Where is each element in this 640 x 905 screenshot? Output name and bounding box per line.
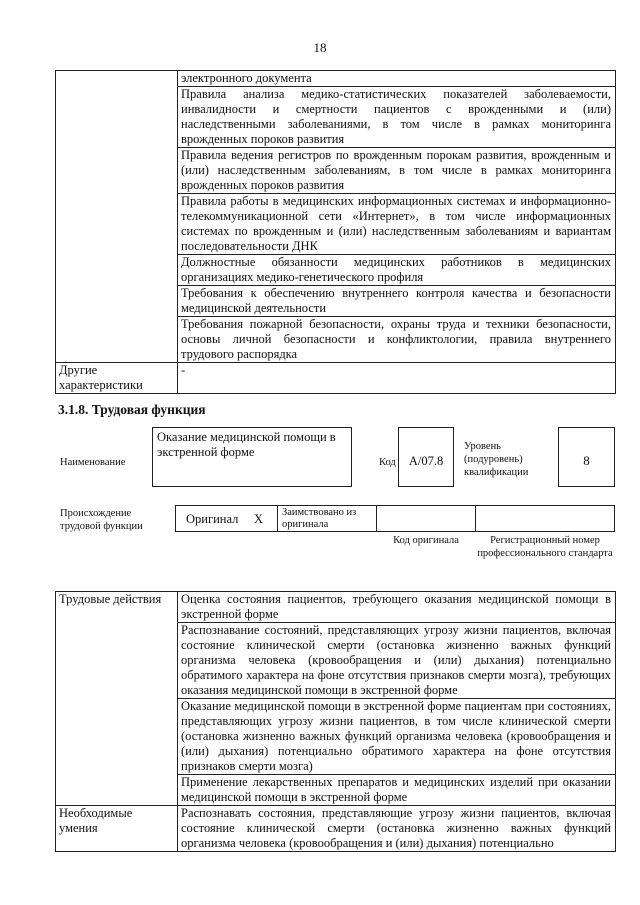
knowledge-table bbox=[55, 70, 616, 394]
table-cell: Распознавать состояния, представляющие угрозу жизни пациентов, включая состояние клинической смерти (остановка жизненно важных функций организма человека (кровообращения и (или) дыхания) потенциально bbox=[178, 806, 616, 852]
table-cell: электронного документа bbox=[178, 71, 616, 87]
table-cell: Распознавание состояний, представляющих угрозу жизни пациентов, включая состояние клинической смерти (остановка жизненно важных функций организма человека (кровообращения и (или) дыхания) потенциально обратимого характера на фоне отсутствия признаков смерти мозга), требующих оказания медицинской помощи в экстренной форме bbox=[178, 623, 616, 699]
row-label: Другие характеристики bbox=[56, 363, 178, 394]
origin-code-caption: Код оригинала bbox=[393, 535, 459, 546]
reg-number-box bbox=[475, 505, 615, 532]
table-cell: Требования пожарной безопасности, охраны труда и техники безопасности, основы личной безопасности и конфликтологии, правила внутреннего трудового распорядка bbox=[178, 317, 616, 363]
reg-number-caption: Регистрационный номер профессионального стандарта bbox=[477, 535, 613, 559]
original-mark: X bbox=[254, 512, 264, 526]
section-heading: 3.1.8. Трудовая функция bbox=[58, 402, 206, 417]
row-label-actions: Трудовые действия bbox=[56, 592, 178, 806]
function-name-box: Оказание медицинской помощи в экстренной форме bbox=[152, 427, 352, 487]
table-row bbox=[56, 592, 616, 623]
table-row bbox=[56, 363, 616, 394]
level-box: 8 bbox=[558, 427, 615, 487]
label-cell-empty bbox=[56, 71, 178, 363]
page-number: 18 bbox=[313, 40, 327, 55]
table-cell: Должностные обязанности медицинских работников в медицинских организациях медико-генетического профиля bbox=[178, 255, 616, 286]
table-cell: Правила ведения регистров по врожденным порокам развития, врожденным и (или) наследственным заболеваниям, в том числе в рамках мониторинга врожденных пороков развития bbox=[178, 148, 616, 194]
table-cell: Оценка состояния пациентов, требующего оказания медицинской помощи в экстренной форме bbox=[178, 592, 616, 623]
level-label: Уровень (подуровень) квалификации bbox=[464, 441, 529, 478]
table-cell: Оказание медицинской помощи в экстренной форме пациентам при состояниях, представляющих угрозу жизни пациентов, в том числе клинической смерти (остановка жизненно важных функций организма человека (кровообращения и (или) дыхания) потенциально обратимого характера на фоне отсутствия признаков смерти мозга) bbox=[178, 699, 616, 775]
code-label: Код bbox=[379, 457, 396, 468]
table-row bbox=[56, 71, 616, 87]
original-label: Оригинал bbox=[186, 512, 239, 526]
name-label: Наименование bbox=[60, 457, 126, 468]
borrowed-box: Заимствовано из оригинала bbox=[277, 505, 377, 532]
function-code-box: A/07.8 bbox=[398, 427, 454, 487]
row-label-skills: Необходимые умения bbox=[56, 806, 178, 852]
table-cell: Правила работы в медицинских информационных системах и информационно-телекоммуникационной сети «Интернет», в том числе информационных системах по врожденным и (или) наследственным заболеваниям и вариантам последовательности ДНК bbox=[178, 194, 616, 255]
origin-code-box bbox=[376, 505, 476, 532]
table-cell: Требования к обеспечению внутреннего контроля качества и безопасности медицинской деятельности bbox=[178, 286, 616, 317]
labor-actions-table bbox=[55, 591, 616, 852]
table-row bbox=[56, 806, 616, 852]
table-cell: Применение лекарственных препаратов и медицинских изделий при оказании медицинской помощи в экстренной форме bbox=[178, 775, 616, 806]
table-cell: - bbox=[178, 363, 616, 394]
table-cell: Правила анализа медико-статистических показателей заболеваемости, инвалидности и смертности пациентов с врожденными и (или) наследственными заболеваниями, в том числе в рамках мониторинга врожденных пороков развития bbox=[178, 87, 616, 148]
origin-label: Происхождение трудовой функции bbox=[60, 508, 143, 532]
original-box bbox=[175, 505, 278, 532]
